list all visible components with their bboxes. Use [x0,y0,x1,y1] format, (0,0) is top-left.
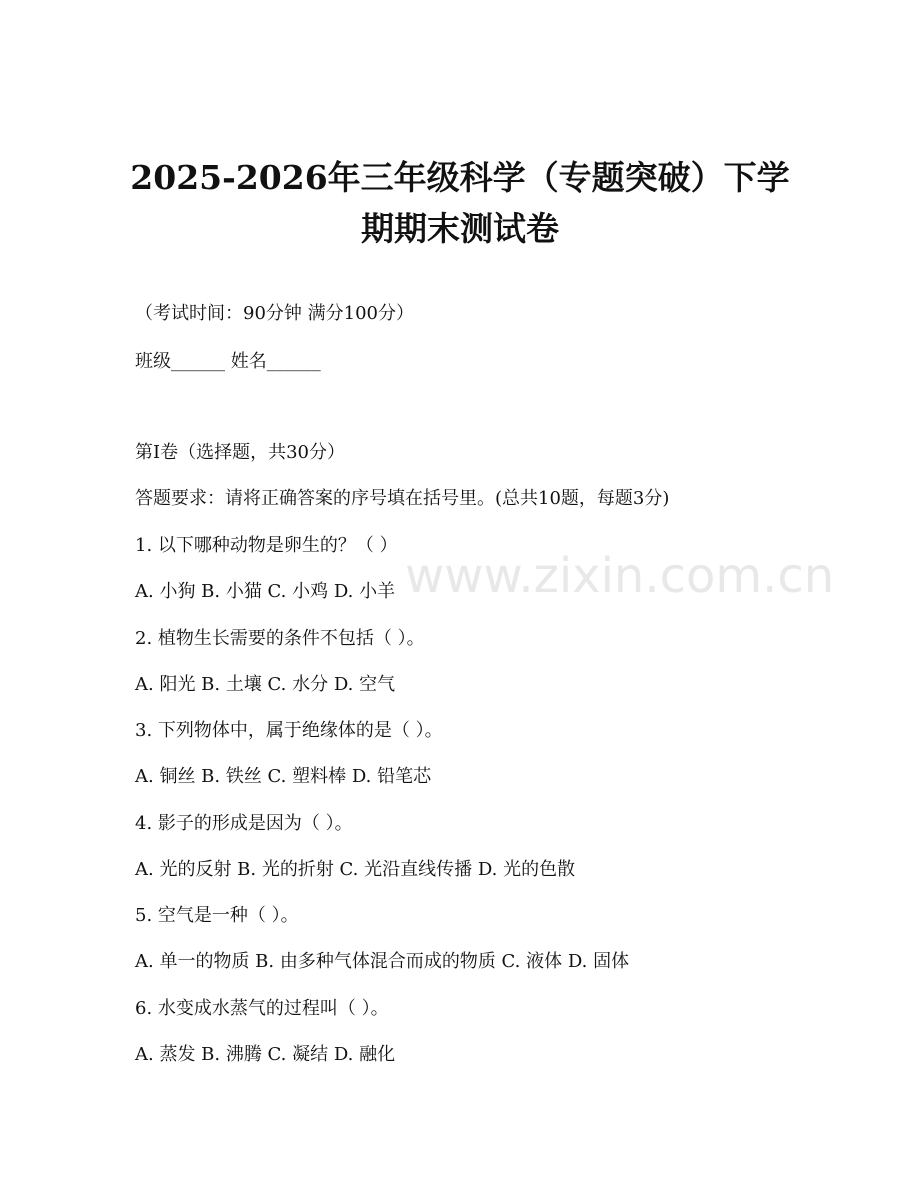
question-stem-3: 3. 下列物体中，属于绝缘体的是（ ）。 [135,720,443,741]
question-stem-5: 5. 空气是一种（ ）。 [135,905,299,926]
question-stem-4: 4. 影子的形成是因为（ ）。 [135,813,353,834]
question-stem-6: 6. 水变成水蒸气的过程叫（ ）。 [135,998,389,1019]
question-stem-2: 2. 植物生长需要的条件不包括（ ）。 [135,628,425,649]
watermark: www.zixin.com.cn [405,548,835,604]
section-instructions: 答题要求：请将正确答案的序号填在括号里。(总共10题，每题3分) [135,488,670,509]
class-name-fields: 班级______ 姓名______ [135,351,321,372]
question-options-2: A. 阳光 B. 土壤 C. 水分 D. 空气 [135,674,396,695]
exam-title-line-2: 期期末测试卷 [361,209,559,248]
exam-title-line-1: 2025-2026年三年级科学（专题突破）下学 [130,158,790,197]
question-stem-1: 1. 以下哪种动物是卵生的？（ ） [135,535,398,556]
question-options-5: A. 单一的物质 B. 由多种气体混合而成的物质 C. 液体 D. 固体 [135,951,630,972]
question-options-6: A. 蒸发 B. 沸腾 C. 凝结 D. 融化 [135,1044,396,1065]
exam-time-score: （考试时间：90分钟 满分100分） [135,303,414,324]
question-options-1: A. 小狗 B. 小猫 C. 小鸡 D. 小羊 [135,581,396,602]
question-options-4: A. 光的反射 B. 光的折射 C. 光沿直线传播 D. 光的色散 [135,859,576,880]
question-options-3: A. 铜丝 B. 铁丝 C. 塑料棒 D. 铅笔芯 [135,766,432,787]
section-heading: 第I卷（选择题，共30分） [135,442,346,463]
